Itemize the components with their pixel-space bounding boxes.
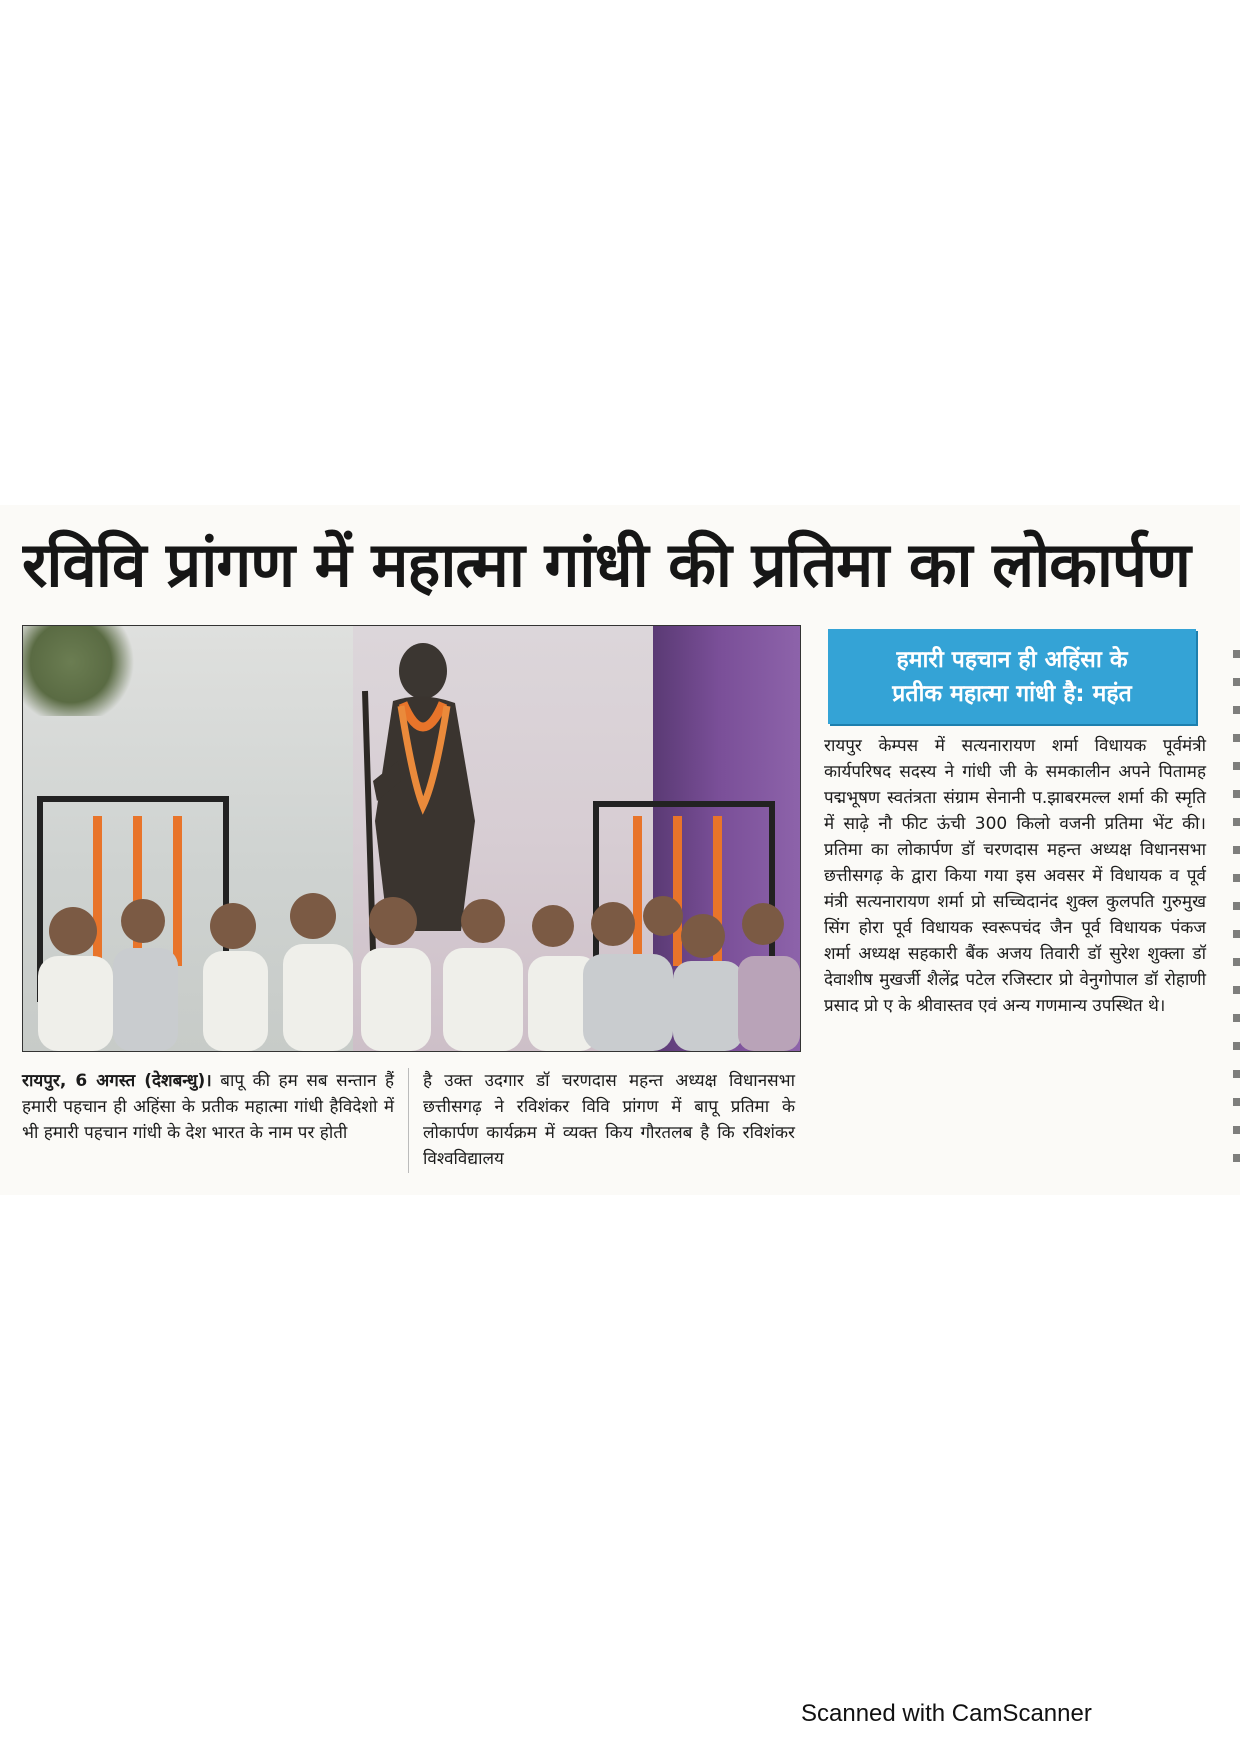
- scanner-watermark: Scanned with CamScanner: [801, 1700, 1092, 1727]
- subheading-line-1: हमारी पहचान ही अहिंसा के: [896, 646, 1128, 673]
- article-headline: रविवि प्रांगण में महात्मा गांधी की प्रतिमा का लोकार्पण: [22, 528, 1190, 601]
- article-column-1-text: बापू की हम सब सन्तान हैं हमारी पहचान ही अहिंसा के प्रतीक महात्मा गांधी हैविदेशो में भी हमारी पहचान गांधी के देश भारत के नाम पर होती: [22, 1071, 395, 1143]
- article-column-1: [22, 1068, 394, 1146]
- adjacent-article-edge: [1233, 650, 1240, 1170]
- article-subheading-box: [828, 629, 1196, 724]
- article-dateline: रायपुर, 6 अगस्त (देशबन्धु)।: [22, 1071, 212, 1091]
- article-column-2: है उक्त उदगार डॉ चरणदास महन्त अध्यक्ष विधानसभा छत्तीसगढ़ ने रविशंकर विवि प्रांगण में बापू प्रतिमा के लोकार्पण कार्यक्रम में व्यक्त किय गौरतलब है कि रविशंकर विश्वविद्यालय: [423, 1071, 795, 1169]
- article-column-3: रायपुर केम्पस में सत्यनारायण शर्मा विधायक पूर्वमंत्री कार्यपरिषद सदस्य ने गांधी जी के समकालीन अपने पितामह पद्मभूषण स्वतंत्रता संग्राम सेनानी प.झाबरमल्ल शर्मा की स्मृति में साढ़े नौ फीट ऊंची 300 किलो वजनी प्रतिमा भेंट की। प्रतिमा का लोकार्पण डॉ चरणदास महन्त अध्यक्ष विधानसभा छत्तीसगढ़ के द्वारा किया गया इस अवसर में विधायक व पूर्व मंत्री सत्यनारायण शर्मा प्रो सच्चिदानंद शुक्ल कुलपति गुरुमुख सिंग होरा पूर्व विधायक स्वरूपचंद जैन पूर्व विधायक पंकज शर्मा अध्यक्ष सहकारी बैंक अजय तिवारी डॉ सुरेश शुक्ला डॉ देवाशीष मुखर्जी शैलेंद्र पटेल रजिस्टार प्रो वेनुगोपाल डॉ रोहाणी प्रसाद प्रो ए के श्रीवास्तव एवं अन्य गणमान्य उपस्थित थे।: [824, 736, 1206, 1016]
- column-divider: [408, 1068, 409, 1173]
- photo-trees: [23, 626, 143, 716]
- subheading-line-2: प्रतीक महात्मा गांधी है: महंत: [892, 680, 1132, 707]
- article-photo: [22, 625, 801, 1052]
- crowd-of-dignitaries-image: [23, 876, 800, 1051]
